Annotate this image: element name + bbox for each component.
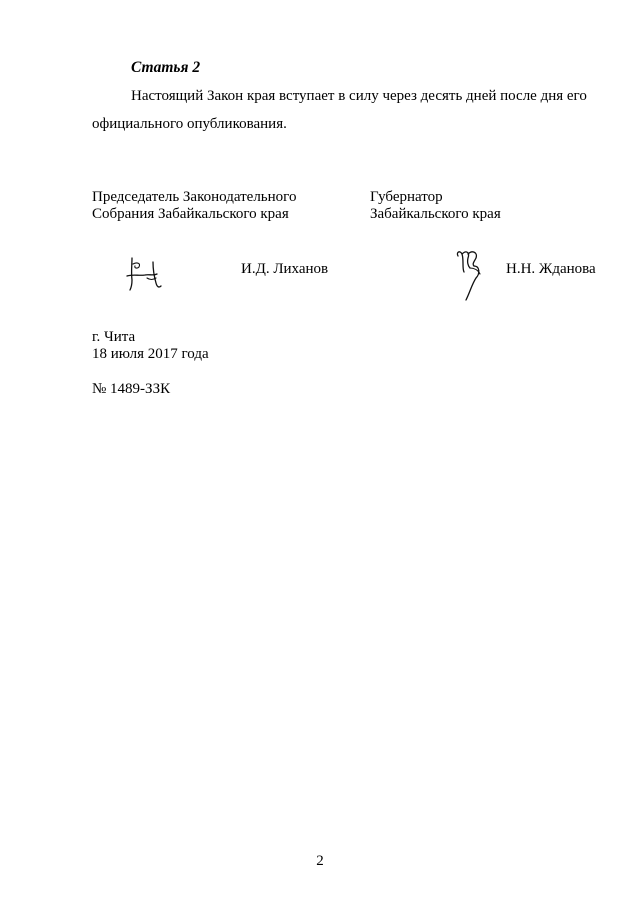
article-text-line-2: официального опубликования.: [92, 116, 287, 132]
law-number: № 1489-ЗЗК: [92, 381, 171, 397]
right-signatory-title-line-2: Забайкальского края: [370, 206, 501, 222]
page-number: 2: [316, 853, 324, 869]
left-signatory-title-line-2: Собрания Забайкальского края: [92, 206, 289, 222]
left-signatory-name: И.Д. Лиханов: [241, 261, 329, 277]
left-handwritten-signature: [123, 250, 175, 294]
article-title: Статья 2: [131, 59, 201, 76]
left-signatory-title-line-1: Председатель Законодательного: [92, 189, 297, 205]
date-of-signing: 18 июля 2017 года: [92, 346, 209, 362]
place-of-signing: г. Чита: [92, 329, 136, 345]
article-text-line-1: Настоящий Закон края вступает в силу через десять дней после дня его: [131, 88, 587, 104]
right-handwritten-signature: [448, 244, 492, 304]
right-signatory-name: Н.Н. Жданова: [506, 261, 596, 277]
right-signatory-title-line-1: Губернатор: [370, 189, 443, 205]
